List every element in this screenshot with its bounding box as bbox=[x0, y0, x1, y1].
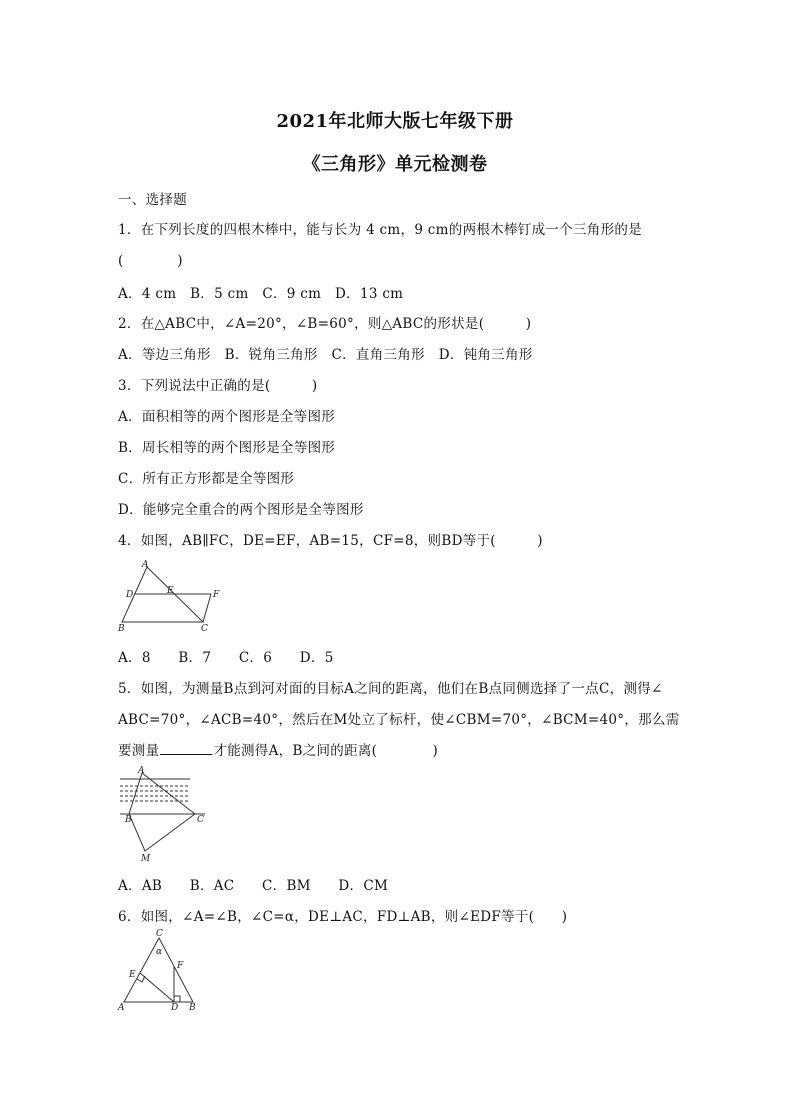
q5-answer-blank[interactable] bbox=[160, 742, 212, 755]
q6-right-angle-d bbox=[174, 996, 180, 1002]
q6-label-b: B bbox=[189, 1003, 196, 1013]
q3-option-b: B．周长相等的两个图形是全等图形 bbox=[118, 440, 336, 456]
q5-segments-bm-cm bbox=[129, 814, 195, 851]
q3-option-c: C．所有正方形都是全等图形 bbox=[118, 471, 295, 487]
q5-stem-line1: 5．如图，为测量B点到河对面的目标A之间的距离，他们在B点同侧选择了一点C，测得∠ bbox=[118, 681, 663, 697]
q2-stem: 2．在△ABC中，∠A=20°，∠B=60°，则△ABC的形状是( ) bbox=[118, 316, 532, 332]
q5-label-m: M bbox=[141, 854, 151, 864]
q4-figure bbox=[115, 560, 225, 635]
q3-option-a: A．面积相等的两个图形是全等图形 bbox=[118, 409, 336, 425]
q4-options: A．8 B．7 C．6 D．5 bbox=[118, 650, 334, 666]
q6-label-alpha: α bbox=[156, 947, 163, 957]
q4-segment-fc bbox=[203, 594, 211, 622]
section-heading: 一、选择题 bbox=[118, 192, 187, 208]
q4-label-c: C bbox=[201, 624, 208, 634]
q4-label-d: D bbox=[126, 590, 134, 600]
q1-answer-paren: ( ) bbox=[118, 253, 183, 269]
q6-segment-de bbox=[140, 973, 174, 1002]
q1-stem: 1．在下列长度的四根木棒中，能与长为 4 cm，9 cm的两根木棒钉成一个三角形的是 bbox=[118, 222, 642, 238]
q5-stem-line3 bbox=[118, 739, 438, 759]
q6-label-a: A bbox=[118, 1003, 125, 1013]
q4-label-b: B bbox=[118, 624, 125, 634]
exam-title: 2021年北师大版七年级下册 bbox=[276, 111, 514, 132]
q6-stem: 6．如图，∠A=∠B，∠C=α，DE⊥AC，FD⊥AB，则∠EDF等于( ) bbox=[118, 909, 568, 925]
q5-label-c: C bbox=[197, 815, 204, 825]
q3-stem: 3．下列说法中正确的是( ) bbox=[118, 378, 318, 394]
q5-stem-line2: ABC=70°，∠ACB=40°，然后在M处立了标杆，使∠CBM=70°，∠BCM=40°，那么需 bbox=[118, 712, 680, 728]
q6-figure bbox=[115, 928, 215, 1013]
q4-stem: 4．如图，AB∥FC，DE=EF，AB=15，CF=8，则BD等于( ) bbox=[118, 533, 543, 549]
q6-label-f: F bbox=[177, 961, 184, 971]
q6-label-e: E bbox=[129, 970, 136, 980]
q5-label-b: B bbox=[125, 815, 132, 825]
q5-stem-line3-pre: 要测量 bbox=[118, 743, 160, 759]
q4-label-f: F bbox=[213, 590, 220, 600]
q6-label-c: C bbox=[156, 929, 163, 939]
q1-options: A．4 cm B．5 cm C．9 cm D．13 cm bbox=[118, 286, 404, 302]
q5-figure bbox=[115, 765, 215, 865]
q3-option-d: D．能够完全重合的两个图形是全等图形 bbox=[118, 502, 364, 518]
q6-label-d: D bbox=[171, 1003, 179, 1013]
q5-label-a: A bbox=[138, 766, 145, 776]
q4-label-a: A bbox=[142, 560, 149, 570]
q5-stem-line3-post: 才能测得A，B之间的距离( ) bbox=[213, 743, 439, 759]
exam-subtitle: 《三角形》单元检测卷 bbox=[302, 154, 488, 175]
q4-label-e: E bbox=[167, 586, 174, 596]
q2-options: A．等边三角形 B．锐角三角形 C．直角三角形 D．钝角三角形 bbox=[118, 347, 533, 363]
q5-options: A．AB B．AC C．BM D．CM bbox=[118, 878, 389, 894]
